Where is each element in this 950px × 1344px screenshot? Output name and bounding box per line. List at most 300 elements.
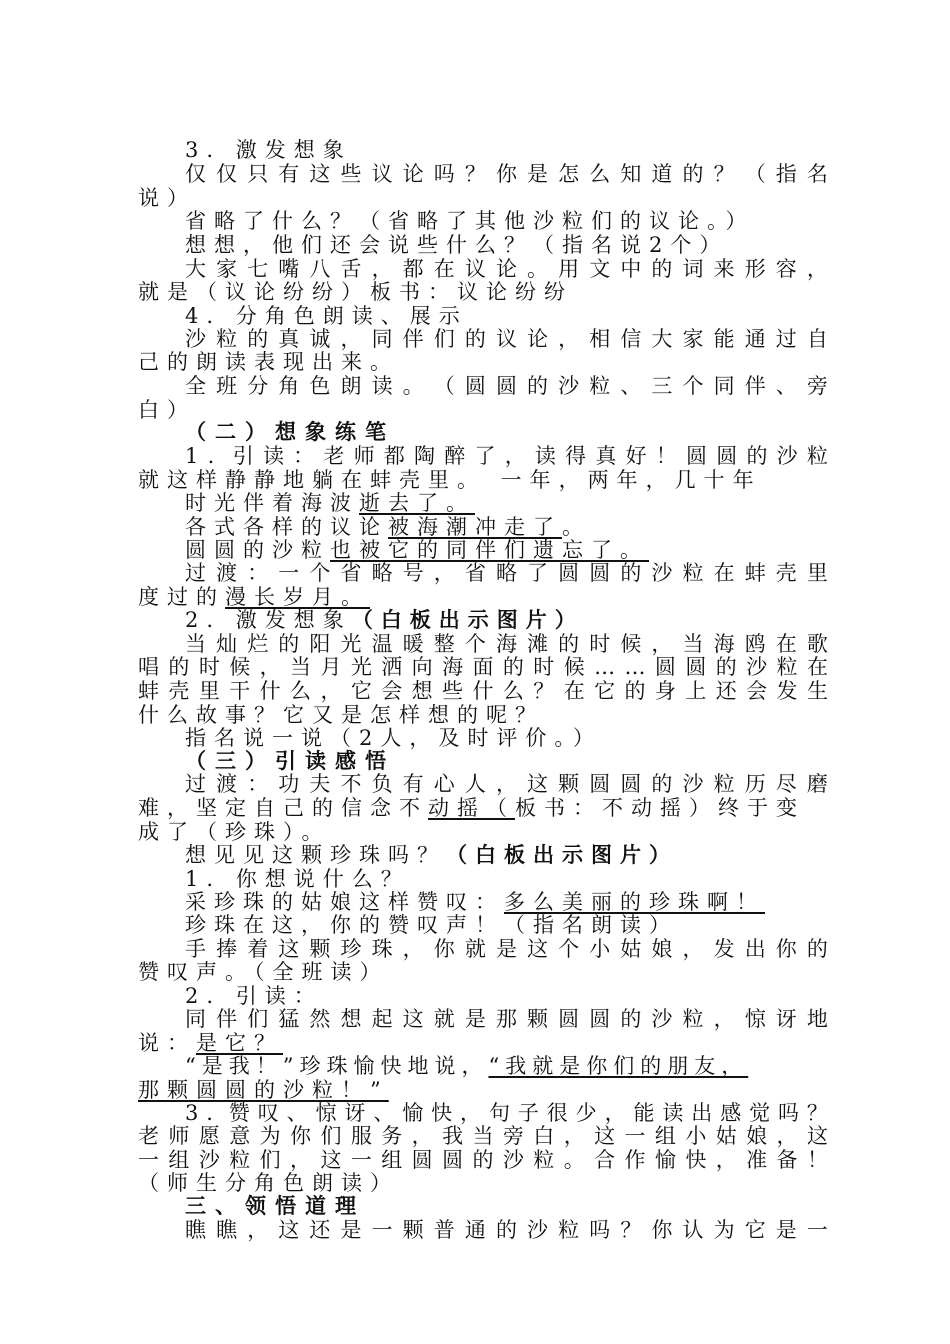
char: 师 <box>168 1124 190 1148</box>
char: 句 <box>488 1101 510 1125</box>
char: 阳 <box>309 632 331 656</box>
char: 同 <box>185 1007 206 1031</box>
section-heading: （三）引读感悟 <box>185 748 395 773</box>
char: 颗 <box>558 772 580 796</box>
char: 渡 <box>216 772 238 796</box>
char: 珍 <box>340 937 362 961</box>
char: 你 <box>495 162 517 186</box>
char: 蚌 <box>744 561 766 585</box>
char: ， <box>682 937 704 961</box>
char: 有 <box>278 162 300 186</box>
char: 真 <box>278 327 300 351</box>
char: ？ <box>620 1218 642 1242</box>
char: 朗 <box>340 374 362 398</box>
char: 合 <box>594 1148 616 1172</box>
char: （ <box>433 374 455 398</box>
char: 时 <box>198 655 220 679</box>
char: 的 <box>620 561 642 585</box>
char: 论 <box>527 327 549 351</box>
char: 圆 <box>686 444 707 468</box>
char: 捧 <box>216 937 238 961</box>
char: . <box>206 1101 213 1125</box>
char: 圆 <box>495 374 517 398</box>
char: 鸥 <box>744 632 766 656</box>
char: 这 <box>320 1148 342 1172</box>
char: 沙 <box>651 561 673 585</box>
text-line: 指名说一说（2人，及时评价。） <box>185 726 602 750</box>
char: 候 <box>563 655 585 679</box>
char: 醉 <box>444 444 466 468</box>
char: 月 <box>320 655 342 679</box>
char: 你 <box>290 1124 312 1148</box>
text-line <box>185 1007 828 1031</box>
char: 议 <box>371 162 393 186</box>
char: 温 <box>371 632 393 656</box>
char: 是 <box>527 162 549 186</box>
char: 然 <box>309 1007 331 1031</box>
char: 时 <box>533 655 555 679</box>
char: ， <box>806 257 828 281</box>
char: ？ <box>713 162 735 186</box>
char: 组 <box>168 1148 190 1172</box>
char: 。 <box>527 257 549 281</box>
char: 功 <box>278 772 300 796</box>
char: 当 <box>682 632 704 656</box>
underlined-text: 漫长岁月。 <box>225 585 370 609</box>
char: 个 <box>682 374 704 398</box>
char: 觉 <box>749 1101 771 1125</box>
char: ， <box>402 937 424 961</box>
char: 、 <box>373 1101 395 1125</box>
char: 通 <box>744 327 766 351</box>
char: 一 <box>350 1148 372 1172</box>
bold-text: （白板出示图片） <box>446 842 678 867</box>
char: 还 <box>309 1218 331 1242</box>
char: 得 <box>565 444 587 468</box>
char: 这 <box>402 1007 424 1031</box>
char: 粒 <box>589 374 611 398</box>
char: 圆 <box>558 1007 580 1031</box>
line-text: 难，坚定自己的信念不 <box>138 796 428 820</box>
char: 你 <box>775 937 797 961</box>
char: 快 <box>431 1101 453 1125</box>
char: 陶 <box>414 444 436 468</box>
char: 会 <box>381 679 403 703</box>
char: 过 <box>775 327 797 351</box>
section-heading: （二）想象练笔 <box>185 419 395 444</box>
char: 沙 <box>558 374 580 398</box>
text-line <box>138 1031 828 1055</box>
char: 大 <box>185 257 206 281</box>
char: 不 <box>340 772 362 796</box>
char: 是 <box>340 1218 362 1242</box>
char: 形 <box>744 257 766 281</box>
char: 感 <box>720 1101 742 1125</box>
text-line <box>185 937 828 961</box>
char: 一 <box>806 1218 828 1242</box>
char: 个 <box>464 632 486 656</box>
char: 、 <box>775 374 797 398</box>
text-line <box>185 538 828 562</box>
char: 认 <box>682 1218 704 1242</box>
underlined-text: 多么美丽的珍珠啊！ <box>504 890 765 914</box>
char: ， <box>433 561 455 585</box>
char: 的 <box>746 444 768 468</box>
char: 惊 <box>315 1101 337 1125</box>
line-text: 想见见这颗珍珠吗？ <box>185 843 446 867</box>
char: 珠 <box>371 937 393 961</box>
char: ， <box>340 327 362 351</box>
char: 暖 <box>402 632 424 656</box>
char: ， <box>290 1148 312 1172</box>
char: 颗 <box>309 937 331 961</box>
char: 干 <box>229 679 251 703</box>
char: 角 <box>278 374 300 398</box>
char: 它 <box>744 1218 766 1242</box>
char: 家 <box>216 257 238 281</box>
char: ： <box>247 772 269 796</box>
char: 吗 <box>433 162 455 186</box>
char: 的 <box>620 1007 642 1031</box>
char: 好 <box>625 444 647 468</box>
char: 这 <box>278 937 300 961</box>
char: 么 <box>502 679 524 703</box>
char: 的 <box>527 374 549 398</box>
char: 海 <box>495 632 517 656</box>
char: 快 <box>685 1148 707 1172</box>
char: ， <box>371 257 393 281</box>
char: 粒 <box>806 444 828 468</box>
text-line <box>138 655 828 679</box>
char: 论 <box>402 162 424 186</box>
section-heading: 三、领悟道理 <box>185 1193 365 1218</box>
char: 是 <box>775 1218 797 1242</box>
char: 为 <box>713 1218 735 1242</box>
char: 你 <box>433 937 455 961</box>
char: 向 <box>411 655 433 679</box>
char: ， <box>504 444 526 468</box>
char: 心 <box>433 772 455 796</box>
text-line: 1. 你想说什么？ <box>185 867 410 891</box>
text-line <box>185 1218 828 1242</box>
char: 家 <box>682 327 704 351</box>
char: 议 <box>495 327 517 351</box>
char: 时 <box>589 632 611 656</box>
char: 知 <box>620 162 642 186</box>
char: 发 <box>776 679 798 703</box>
char: 大 <box>651 327 673 351</box>
char: 引 <box>232 444 254 468</box>
char: 文 <box>589 257 611 281</box>
char: 那 <box>495 1007 517 1031</box>
char: 同 <box>713 374 735 398</box>
char: 猛 <box>278 1007 300 1031</box>
char: 蚌 <box>138 679 159 703</box>
char: 就 <box>433 1007 455 1031</box>
char: 诚 <box>309 327 331 351</box>
char: 都 <box>402 257 424 281</box>
char: 身 <box>654 679 676 703</box>
text-line <box>185 561 828 585</box>
char: 圆 <box>589 772 611 796</box>
char: 个 <box>558 937 580 961</box>
char: 粒 <box>533 1148 555 1172</box>
char: 海 <box>442 655 464 679</box>
char: 赞 <box>228 1101 250 1125</box>
char: ， <box>776 1124 798 1148</box>
text-line: 赞叹声。（全班读） <box>138 960 389 984</box>
line-text: 各式各样的议论 <box>185 515 388 539</box>
char: 嘴 <box>278 257 300 281</box>
char: 当 <box>185 632 206 656</box>
char: 么 <box>589 162 611 186</box>
text-line: 说） <box>138 186 196 210</box>
char: 姑 <box>715 1124 737 1148</box>
char: 烂 <box>247 632 269 656</box>
char: 唱 <box>138 655 159 679</box>
line-text: 2. 激发想象 <box>185 608 352 632</box>
char: 手 <box>185 937 206 961</box>
char: 这 <box>527 772 549 796</box>
text-line: 4. 分角色朗读、展示 <box>185 304 468 328</box>
line-text-after: 。 <box>562 515 591 539</box>
char: 这 <box>806 1124 828 1148</box>
char: 圆 <box>716 444 738 468</box>
char: 分 <box>247 374 269 398</box>
char: 号 <box>402 561 424 585</box>
char: 起 <box>371 1007 393 1031</box>
char: 圆 <box>442 1148 464 1172</box>
char: 圆 <box>411 1148 433 1172</box>
line-text: 度过的 <box>138 585 225 609</box>
char: 当 <box>290 655 312 679</box>
char: 里 <box>198 679 220 703</box>
char: 惊 <box>744 1007 766 1031</box>
char: 沙 <box>651 1007 673 1031</box>
char: 三 <box>651 374 673 398</box>
line-text: 时光伴着海波 <box>185 491 359 515</box>
char: ， <box>495 772 517 796</box>
char: 它 <box>594 679 616 703</box>
char: ， <box>713 1007 735 1031</box>
char: 略 <box>495 561 517 585</box>
char: 瞧 <box>185 1218 206 1242</box>
char: 组 <box>654 1124 676 1148</box>
char: 姑 <box>620 937 642 961</box>
char: 什 <box>472 679 494 703</box>
char: ， <box>604 1101 626 1125</box>
char: 小 <box>589 937 611 961</box>
char: 一 <box>138 1148 159 1172</box>
underlined-text: 是它？ <box>196 1031 283 1055</box>
char: 圆 <box>654 655 676 679</box>
char: 想 <box>411 679 433 703</box>
char: 吗 <box>778 1101 799 1125</box>
text-line: （师生分角色朗读） <box>138 1171 399 1195</box>
text-line <box>185 632 828 656</box>
char: 们 <box>247 1007 269 1031</box>
char: ， <box>558 327 580 351</box>
text-line <box>185 1054 828 1078</box>
char: 读 <box>371 374 393 398</box>
text-line <box>185 444 828 468</box>
char: 都 <box>383 444 405 468</box>
char: 的 <box>278 632 300 656</box>
text-line <box>185 515 828 539</box>
text-line <box>138 1148 828 1172</box>
char: ， <box>259 655 281 679</box>
char: 愉 <box>654 1148 676 1172</box>
char: 历 <box>744 772 766 796</box>
text-line: 省略了什么？（省略了其他沙粒们的议论。） <box>185 209 755 233</box>
char: 圆 <box>589 561 611 585</box>
char: 们 <box>320 1124 342 1148</box>
char: 同 <box>371 327 393 351</box>
text-line <box>185 374 828 398</box>
char: 瞧 <box>216 1218 238 1242</box>
char: （ <box>744 162 766 186</box>
char: 省 <box>340 561 362 585</box>
char: 负 <box>371 772 393 796</box>
char: 颗 <box>402 1218 424 1242</box>
char: 的 <box>502 655 524 679</box>
char: 务 <box>381 1124 403 1148</box>
char: 么 <box>290 679 312 703</box>
char: 能 <box>633 1101 655 1125</box>
char: 圆 <box>464 374 486 398</box>
char: . <box>207 444 215 468</box>
char: 你 <box>651 1218 673 1242</box>
line-text: 圆圆的沙粒 <box>185 538 330 562</box>
char: 里 <box>806 561 828 585</box>
char: 子 <box>517 1101 539 1125</box>
char: 读 <box>534 444 556 468</box>
char: 沙 <box>746 655 768 679</box>
char: 沙 <box>185 327 206 351</box>
char: … <box>624 655 646 679</box>
char: 讶 <box>775 1007 797 1031</box>
char: 只 <box>247 162 269 186</box>
char: ， <box>320 679 342 703</box>
char: 在 <box>806 655 828 679</box>
char: 信 <box>620 327 642 351</box>
char: 怎 <box>558 162 580 186</box>
text-line: 2. 引读： <box>185 984 323 1008</box>
char: ？ <box>533 679 555 703</box>
char: 省 <box>464 561 486 585</box>
char: 一 <box>371 1218 393 1242</box>
char: 、 <box>286 1101 308 1125</box>
char: 粒 <box>216 327 238 351</box>
char: ： <box>293 444 315 468</box>
char: 整 <box>433 632 455 656</box>
char: 它 <box>350 679 372 703</box>
underlined-text: 被海潮冲走了 <box>388 515 562 539</box>
char: ， <box>460 1101 482 1125</box>
char: 光 <box>340 632 362 656</box>
char: 这 <box>278 1218 300 1242</box>
char: 能 <box>713 327 735 351</box>
char: 沙 <box>682 772 704 796</box>
char: 在 <box>433 257 455 281</box>
text-line <box>138 585 828 609</box>
text-line: 己的朗读表现出来。 <box>138 350 399 374</box>
char: 很 <box>546 1101 568 1125</box>
text-line <box>185 327 828 351</box>
char: 白 <box>533 1124 555 1148</box>
char: 班 <box>216 374 238 398</box>
char: 粒 <box>229 1148 251 1172</box>
char: 们 <box>433 327 455 351</box>
char: 尽 <box>775 772 797 796</box>
char: 意 <box>229 1124 251 1148</box>
char: 愉 <box>402 1101 424 1125</box>
char: 容 <box>775 257 797 281</box>
char: … <box>594 655 616 679</box>
char: ！ <box>655 444 677 468</box>
char: 愿 <box>198 1124 220 1148</box>
char: 滩 <box>527 632 549 656</box>
char: 指 <box>775 162 797 186</box>
char: 一 <box>278 561 300 585</box>
char: 3 <box>185 1101 199 1125</box>
char: 粒 <box>776 655 798 679</box>
char: 伴 <box>402 327 424 351</box>
line-text-after: 板书：不动摇）终于变 <box>515 796 805 820</box>
char: 老 <box>138 1124 159 1148</box>
char: 壳 <box>168 679 190 703</box>
char: 些 <box>442 679 464 703</box>
line-text: 采珍珠的姑娘这样赞叹： <box>185 890 504 914</box>
char: 在 <box>775 632 797 656</box>
char: 读 <box>662 1101 684 1125</box>
char: 什 <box>259 679 281 703</box>
char: 过 <box>185 772 206 796</box>
text-line <box>185 162 828 186</box>
char: ： <box>247 561 269 585</box>
char: 渡 <box>216 561 238 585</box>
char: 会 <box>746 679 768 703</box>
char: 个 <box>309 561 331 585</box>
char: 沙 <box>502 1148 524 1172</box>
char: 吗 <box>589 1218 611 1242</box>
char: 的 <box>682 162 704 186</box>
char: 的 <box>651 257 673 281</box>
text-line <box>185 843 828 867</box>
char: 的 <box>168 655 190 679</box>
text-line <box>185 257 828 281</box>
text-line <box>185 1101 828 1125</box>
char: 圆 <box>620 772 642 796</box>
char: 。 <box>402 374 424 398</box>
text-line <box>138 679 828 703</box>
char: 娘 <box>746 1124 768 1148</box>
char: 全 <box>185 374 206 398</box>
text-line: 就这样静静地躺在蚌壳里。 一年，两年，几十年 <box>138 468 762 492</box>
text-line <box>138 796 828 820</box>
char: 的 <box>464 327 486 351</box>
char: 略 <box>371 561 393 585</box>
char: 出 <box>744 937 766 961</box>
char: 备 <box>776 1148 798 1172</box>
char: 的 <box>715 655 737 679</box>
char: 歌 <box>806 632 828 656</box>
char: 候 <box>229 655 251 679</box>
char: 。 <box>563 1148 585 1172</box>
char: 的 <box>472 1148 494 1172</box>
char: 的 <box>651 772 673 796</box>
char: 上 <box>685 679 707 703</box>
